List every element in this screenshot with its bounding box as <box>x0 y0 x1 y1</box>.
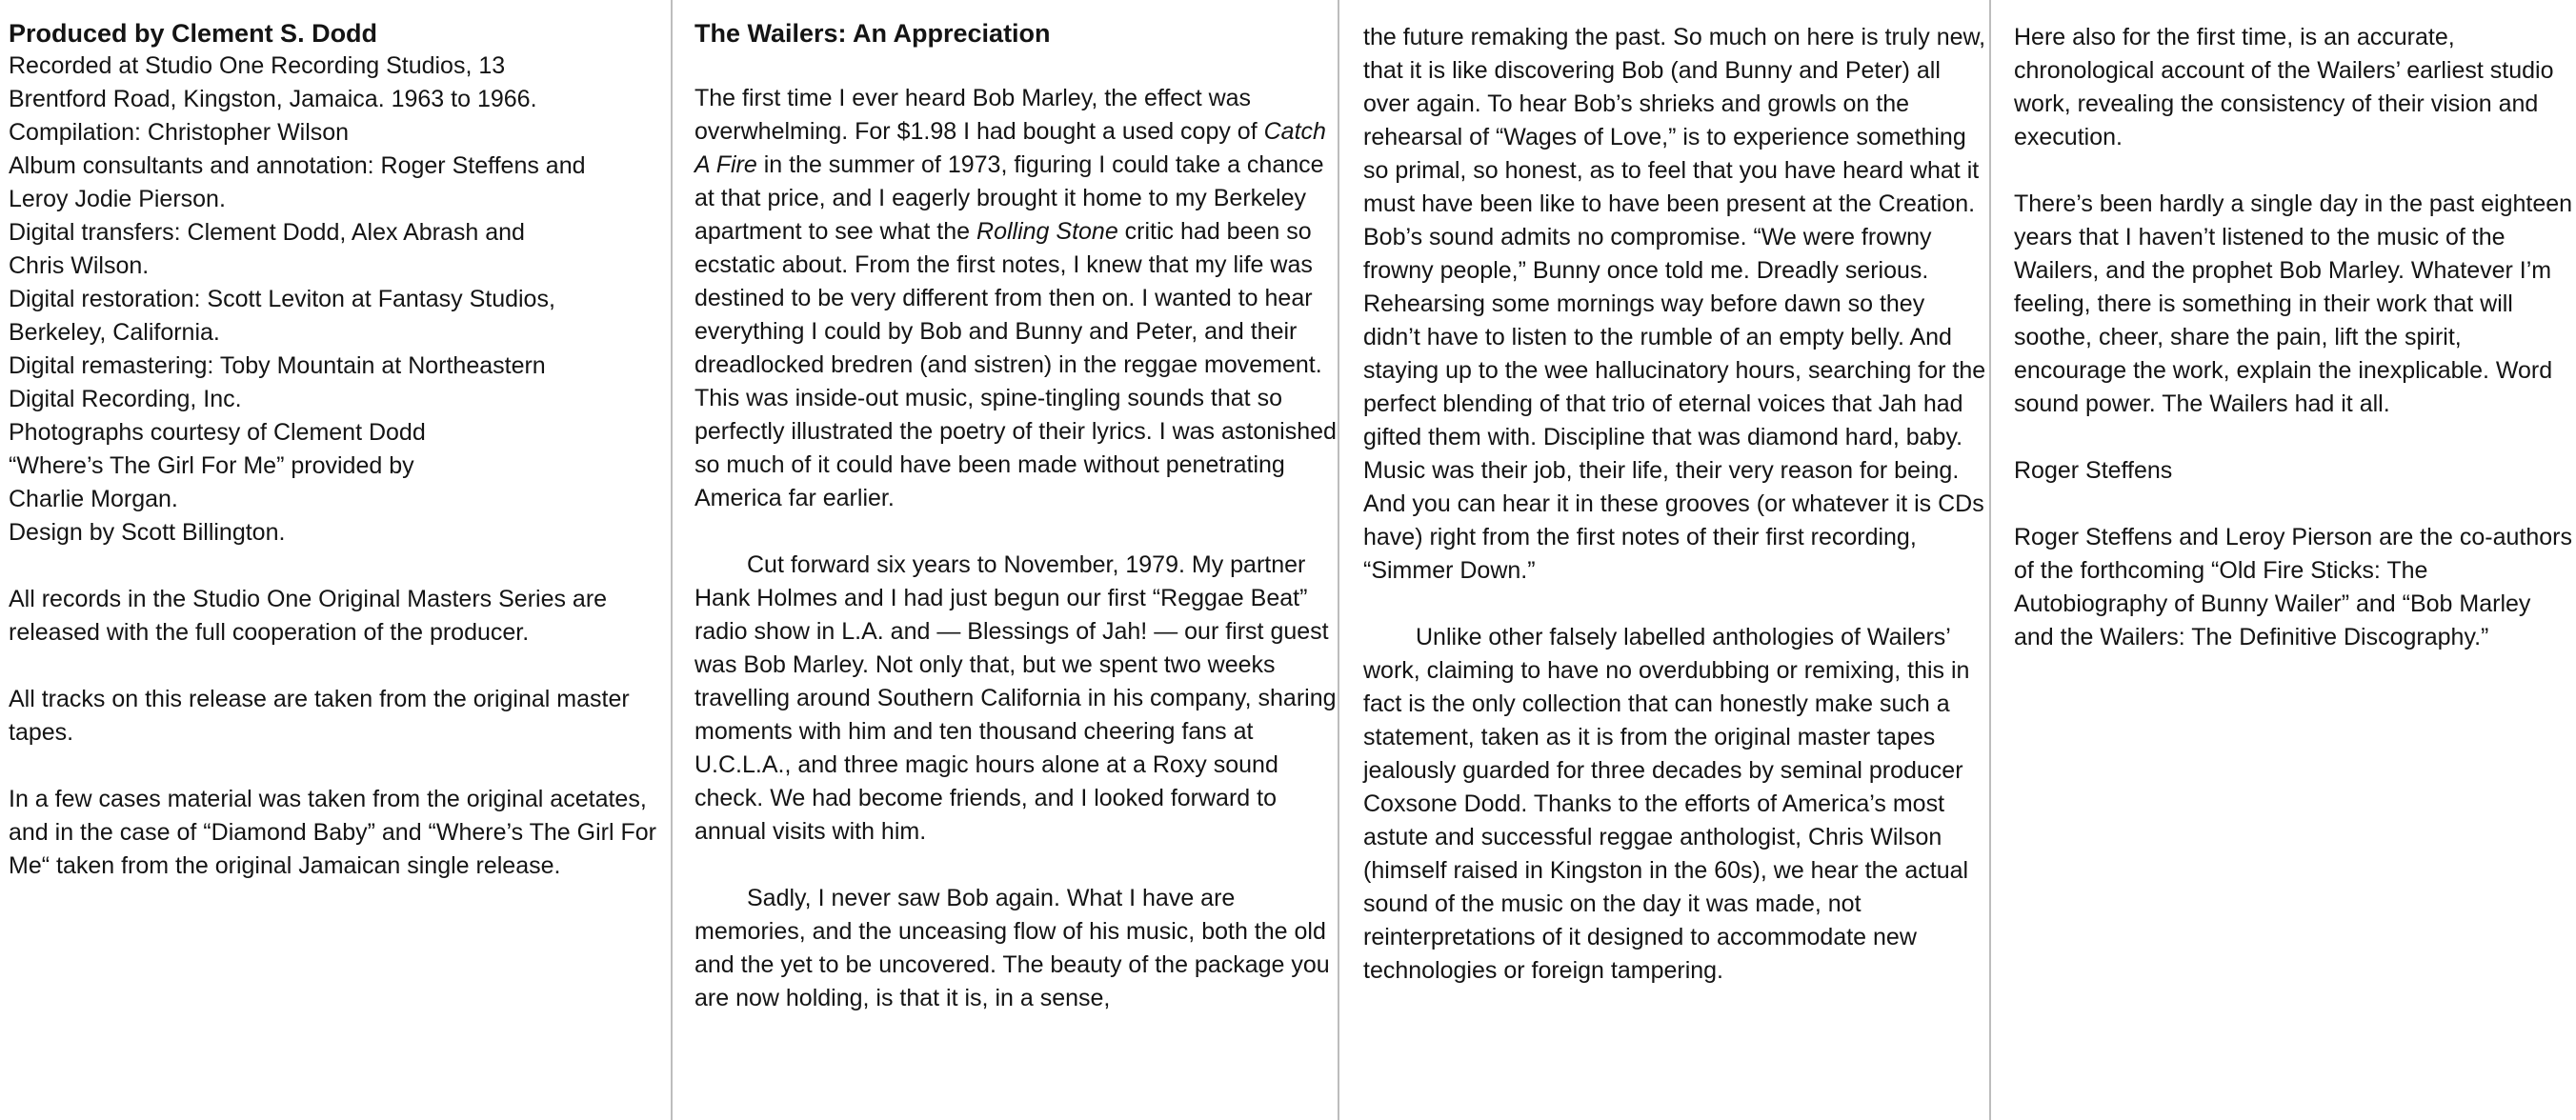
credit-line: Compilation: Christopher Wilson <box>9 119 350 146</box>
credit-line: Charlie Morgan. <box>9 486 178 512</box>
credit-line: Digital transfers: Clement Dodd, Alex Abrash and <box>9 219 525 246</box>
producer-heading: Produced by Clement S. Dodd <box>9 19 378 48</box>
article-paragraph: Cut forward six years to November, 1979. My partner Hank Holmes and I had just begun our first “Reggae Beat” radio show in L.A. and — Blessings of Jah! — our first guest was Bob Marley. Not only that, but we spent two weeks travelling around Southern California in his company, sharing moments with him and ten thousand cheering fans at U.C.L.A., and three magic hours alone at a Roxy sound check. We had become friends, and I looked forward to annual visits with him. <box>694 551 1337 845</box>
article-paragraph: There’s been hardly a single day in the past eighteen years that I haven’t listened to the music of the Wailers, and the prophet Bob Marley. Whatever I’m feeling, there is something in their work that will soothe, cheer, share the pain, lift the spirit, encourage the work, explain the inexplicable. Word sound power. The Wailers had it all. <box>2014 190 2573 417</box>
article-paragraph <box>694 82 1339 515</box>
credit-line: Leroy Jodie Pierson. <box>9 186 226 212</box>
credits-list <box>9 50 671 550</box>
credits-panel <box>0 0 671 1120</box>
series-note: All records in the Studio One Original Masters Series are released with the full cooperation of the producer. <box>9 586 608 646</box>
paragraph-text: critic had been so ecstatic about. From the first notes, I knew that my life was destined to be very different from then on. I wanted to hear everything I could by Bob and Bunny and Peter, and their dreadlocked bredren (and sistren) in the reggae movement. This was inside-out music, spine-tingling sounds that so perfectly illustrated the poetry of their lyrics. I was astonished so much of it could have been made without penetrating America far earlier. <box>694 218 1337 511</box>
article-paragraph: Unlike other falsely labelled anthologies of Wailers’ work, claiming to have no overdubbing or remixing, this in fact is the only collection that can honestly make such a statement, taken as it is from the original master tapes jealously guarded for three decades by seminal producer Coxsone Dodd. Thanks to the efforts of America’s most astute and successful reggae anthologist, Chris Wilson (himself raised in Kingston in the 60s), we hear the actual sound of the music on the day it was made, not reinterpretations of it designed to accommodate new technologies or foreign tampering. <box>1363 624 1970 984</box>
article-paragraph: the future remaking the past. So much on here is truly new, that it is like discovering Bob (and Bunny and Peter) all over again. To hear Bob’s shrieks and growls on the rehearsal of “Wages of Love,” is to experience something so primal, so honest, as to feel that you have heard what it must have been like to have been present at the Creation. Bob’s sound admits no compromise. “We were frowny frowny people,” Bunny once told me. Dreadly serious. Rehearsing some mornings way before dawn so they didn’t have to listen to the rumble of an empty belly. And staying up to the wee hallucinatory hours, searching for the perfect blending of that trio of eternal voices that Jah had gifted them with. Discipline that was diamond hard, baby. Music was their job, their life, their very reason for being. And you can hear it in these grooves (or whatever it is CDs have) right from the first notes of their first recording, “Simmer Down.” <box>1363 24 1986 584</box>
credit-line: Digital Recording, Inc. <box>9 386 242 412</box>
article-paragraph: Sadly, I never saw Bob again. What I have are memories, and the unceasing flow of his music, both the old and the yet to be uncovered. The beauty of the package you are now holding, is that it is, in a sense, <box>694 885 1330 1011</box>
paragraph-text: in the summer of 1973, figuring I could take a chance at that price, and I eagerly brought it home to my Berkeley apartment to see what the <box>694 151 1324 245</box>
article-title: The Wailers: An Appreciation <box>694 19 1051 48</box>
tracks-note: All tracks on this release are taken from the original master tapes. <box>9 686 630 746</box>
magazine-title: Rolling Stone <box>976 218 1118 245</box>
credit-line: Brentford Road, Kingston, Jamaica. 1963 to 1966. <box>9 86 537 112</box>
appreciation-panel-2 <box>1339 0 1987 1120</box>
appreciation-panel-1 <box>673 0 1339 1120</box>
credit-line: Digital remastering: Toby Mountain at Northeastern <box>9 352 546 379</box>
credit-line: Digital restoration: Scott Leviton at Fantasy Studios, <box>9 286 555 312</box>
author-bio: Roger Steffens and Leroy Pierson are the co-authors of the forthcoming “Old Fire Sticks: The Autobiography of Bunny Wailer” and “Bob Marley and the Wailers: The Definitive Discography.” <box>2014 524 2572 650</box>
paragraph-text: The first time I ever heard Bob Marley, the effect was overwhelming. For $1.98 I had bought a used copy of <box>694 85 1264 145</box>
credit-line: Photographs courtesy of Clement Dodd <box>9 419 426 446</box>
album-title: Catch A Fire <box>694 118 1326 178</box>
credit-line: Design by Scott Billington. <box>9 519 286 546</box>
article-paragraph: Here also for the first time, is an accurate, chronological account of the Wailers’ earliest studio work, revealing the consistency of their vision and execution. <box>2014 24 2554 150</box>
credit-line: Recorded at Studio One Recording Studios, 13 <box>9 52 506 79</box>
author-signature: Roger Steffens <box>2014 457 2173 484</box>
credit-line: “Where’s The Girl For Me” provided by <box>9 452 414 479</box>
credit-line: Berkeley, California. <box>9 319 220 346</box>
credit-line: Chris Wilson. <box>9 252 150 279</box>
acetates-note: In a few cases material was taken from the original acetates, and in the case of “Diamond Baby” and “Where’s The Girl For Me“ taken from the original Jamaican single release. <box>9 786 656 879</box>
appreciation-panel-3 <box>1991 0 2576 1120</box>
credit-line: Album consultants and annotation: Roger Steffens and <box>9 152 586 179</box>
